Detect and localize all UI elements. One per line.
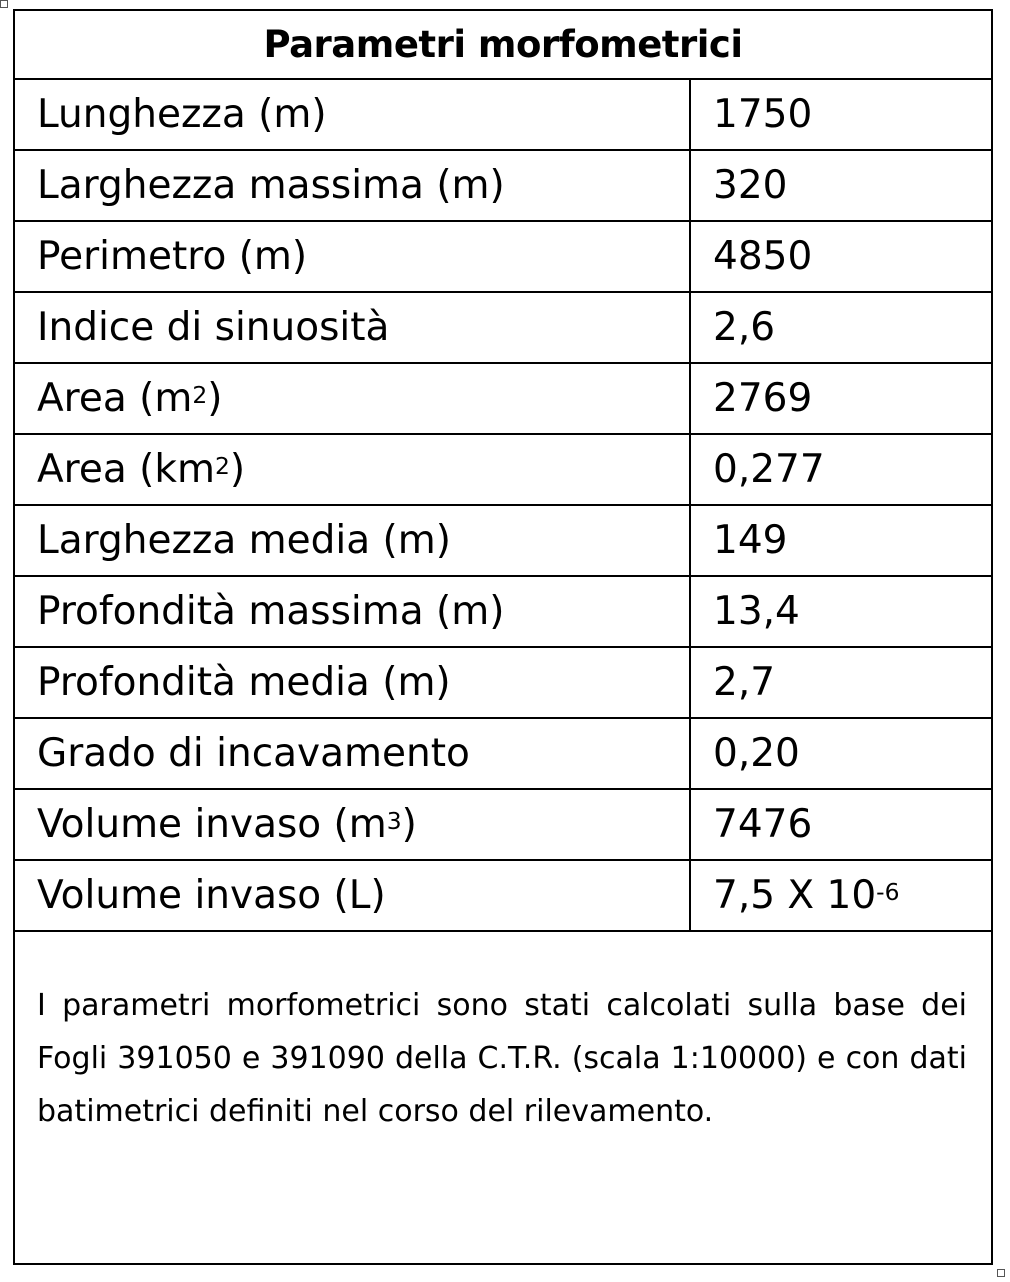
row-value: 1750 xyxy=(713,92,813,137)
row-label: Perimetro (m) xyxy=(15,222,691,291)
resize-handle-top-left[interactable] xyxy=(0,0,8,8)
row-label: Larghezza media (m) xyxy=(15,506,691,575)
table-rows xyxy=(15,80,991,932)
row-value: 149 xyxy=(713,518,788,563)
row-label: Grado di incavamento xyxy=(15,719,691,788)
row-value: 13,4 xyxy=(713,589,800,634)
row-label: Area (m $^2$ ) xyxy=(15,364,691,433)
table-row xyxy=(15,719,991,790)
table-row xyxy=(15,861,991,932)
row-label: Volume invaso (m $^3$ ) xyxy=(15,790,691,859)
row-label: Larghezza massima (m) xyxy=(15,151,691,220)
table-row xyxy=(15,293,991,364)
row-value: 7,5 X 10 $^{-6}$ xyxy=(713,873,900,918)
row-label: Profondità media (m) xyxy=(15,648,691,717)
row-label: Indice di sinuosità xyxy=(15,293,691,362)
table-row xyxy=(15,151,991,222)
row-label: Lunghezza (m) xyxy=(15,80,691,149)
row-label: Volume invaso (L) xyxy=(15,861,691,930)
row-value: 320 xyxy=(713,163,788,208)
table-footnote: I parametri morfometrici sono stati calcolati sulla base dei Fogli 391050 e 391090 della C.T.R. (scala 1:10000) e con dati batimetrici definiti nel corso del rilevamento. xyxy=(37,988,967,1129)
row-value: 4850 xyxy=(713,234,813,279)
row-value: 2769 xyxy=(713,376,813,421)
row-value: 2,7 xyxy=(713,660,776,705)
table-row xyxy=(15,790,991,861)
row-value: 2,6 xyxy=(713,305,776,350)
table-row xyxy=(15,506,991,577)
table-row xyxy=(15,648,991,719)
row-value: 0,20 xyxy=(713,731,800,776)
table-row xyxy=(15,435,991,506)
row-label: Area (km $^2$ ) xyxy=(15,435,691,504)
table-row xyxy=(15,364,991,435)
table-title: Parametri morfometrici xyxy=(15,11,991,80)
morphometric-table xyxy=(13,9,993,1265)
row-label: Profondità massima (m) xyxy=(15,577,691,646)
table-row xyxy=(15,222,991,293)
row-value: 7476 xyxy=(713,802,813,847)
table-row xyxy=(15,80,991,151)
table-row xyxy=(15,577,991,648)
row-value: 0,277 xyxy=(713,447,825,492)
resize-handle-bottom-right[interactable] xyxy=(997,1269,1005,1277)
